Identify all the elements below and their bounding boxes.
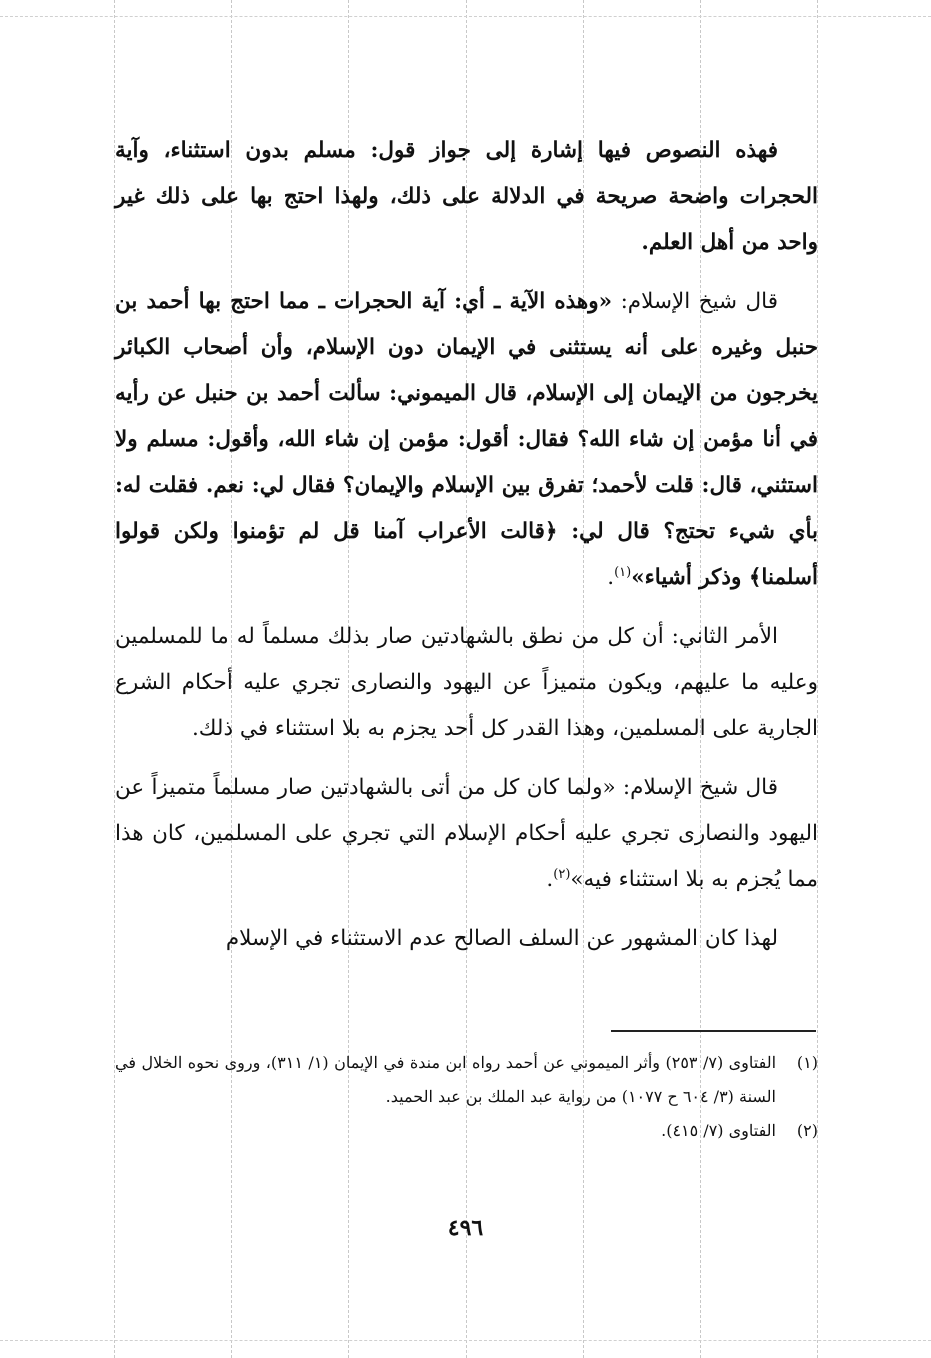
footnote-1	[115, 1046, 818, 1114]
page-number: ٤٩٦	[447, 1215, 484, 1241]
footnote-separator	[611, 1030, 816, 1032]
main-text	[115, 128, 818, 975]
paragraph-5	[115, 916, 818, 962]
paragraph-3-text: الأمر الثاني: أن كل من نطق بالشهادتين صار بذلك مسلماً له ما للمسلمين وعليه ما عليهم، ويكون متميزاً عن اليهود والنصارى تجري عليه أحكام الشرع الجارية على المسلمين، وهذا القدر كل أحد يجزم به بلا استثناء في ذلك.	[115, 624, 818, 741]
paragraph-1	[115, 128, 818, 266]
paragraph-2: قال شيخ الإسلام: «وهذه الآية ـ أي: آية الحجرات ـ مما احتج بها أحمد بن حنبل وغيره على أنه يستثنى في الإيمان دون الإسلام، وأن أصحاب الكبائر يخرجون من الإيمان إلى الإسلام، قال الميموني: سألت أحمد بن حنبل عن رأيه في أنا مؤمن إن شاء الله؟ فقال: أقول: مؤمن إن شاء الله، وأقول: مسلم ولا استثني، قال: قلت لأحمد؛ تفرق بين الإسلام والإيمان؟ فقال لي: نعم. فقلت له: بأي شيء تحتج؟ قال لي: ﴿قالت الأعراب آمنا قل لم تؤمنوا ولكن قولوا أسلمنا﴾ وذكر أشياء»$^{(١)}$.	[115, 289, 818, 590]
paragraph-3	[115, 614, 818, 752]
paragraph-2-quote: «وهذه الآية ـ أي: آية الحجرات ـ مما احتج بها أحمد بن حنبل وغيره على أنه يستثنى في الإيمان دون الإسلام، وأن أصحاب الكبائر يخرجون من الإيمان إلى الإسلام، قال الميموني: سألت أحمد بن حنبل عن رأيه في أنا مؤمن إن شاء الله؟ فقال: أقول: مؤمن إن شاء الله، وأقول: مسلم ولا استثني، قال: قلت لأحمد؛ تفرق بين الإسلام والإيمان؟ فقال لي: نعم. فقلت له: بأي شيء تحتج؟ قال لي: ﴿قالت الأعراب آمنا قل لم تؤمنوا ولكن قولوا أسلمنا﴾ وذكر أشياء»	[115, 289, 818, 590]
paragraph-4-text: قال شيخ الإسلام: «ولما كان كل من أتى بالشهادتين صار مسلماً متميزاً عن اليهود والنصارى تجري عليه أحكام الإسلام التي تجري على المسلمين، كان هذا مما يُجزم به بلا استثناء فيه»	[115, 775, 818, 892]
footnote-ref-1[interactable]: (١)	[614, 564, 632, 580]
paragraph-4: قال شيخ الإسلام: «ولما كان كل من أتى بالشهادتين صار مسلماً متميزاً عن اليهود والنصارى تجري عليه أحكام الإسلام التي تجري على المسلمين، كان هذا مما يُجزم به بلا استثناء فيه»$^{(٢)}$.	[115, 775, 818, 892]
footnote-1-text: الفتاوى (٧/ ٢٥٣) وأثر الميموني عن أحمد رواه ابن مندة في الإيمان (١/ ٣١١)، وروى نحوه الخلال في السنة (٣/ ٦٠٤ ح ١٠٧٧) من رواية عبد الملك بن عبد الحميد.	[115, 1053, 777, 1106]
paragraph-1-text: فهذه النصوص فيها إشارة إلى جواز قول: مسلم بدون استثناء، وآية الحجرات واضحة صريحة في الدلالة على ذلك، ولهذا احتج بها على ذلك غير واحد من أهل العلم.	[115, 138, 818, 255]
footnote-1-number: (١)	[796, 1053, 818, 1072]
footnote-2-number: (٢)	[796, 1121, 818, 1140]
footnote-ref-2[interactable]: (٢)	[553, 866, 571, 882]
footnote-2	[115, 1114, 818, 1148]
paragraph-5-text: لهذا كان المشهور عن السلف الصالح عدم الاستثناء في الإسلام	[225, 926, 778, 951]
paragraph-2-lead: قال شيخ الإسلام:	[612, 289, 779, 314]
footnote-2-text: الفتاوى (٧/ ٤١٥).	[661, 1121, 776, 1140]
footnotes	[115, 1046, 818, 1148]
